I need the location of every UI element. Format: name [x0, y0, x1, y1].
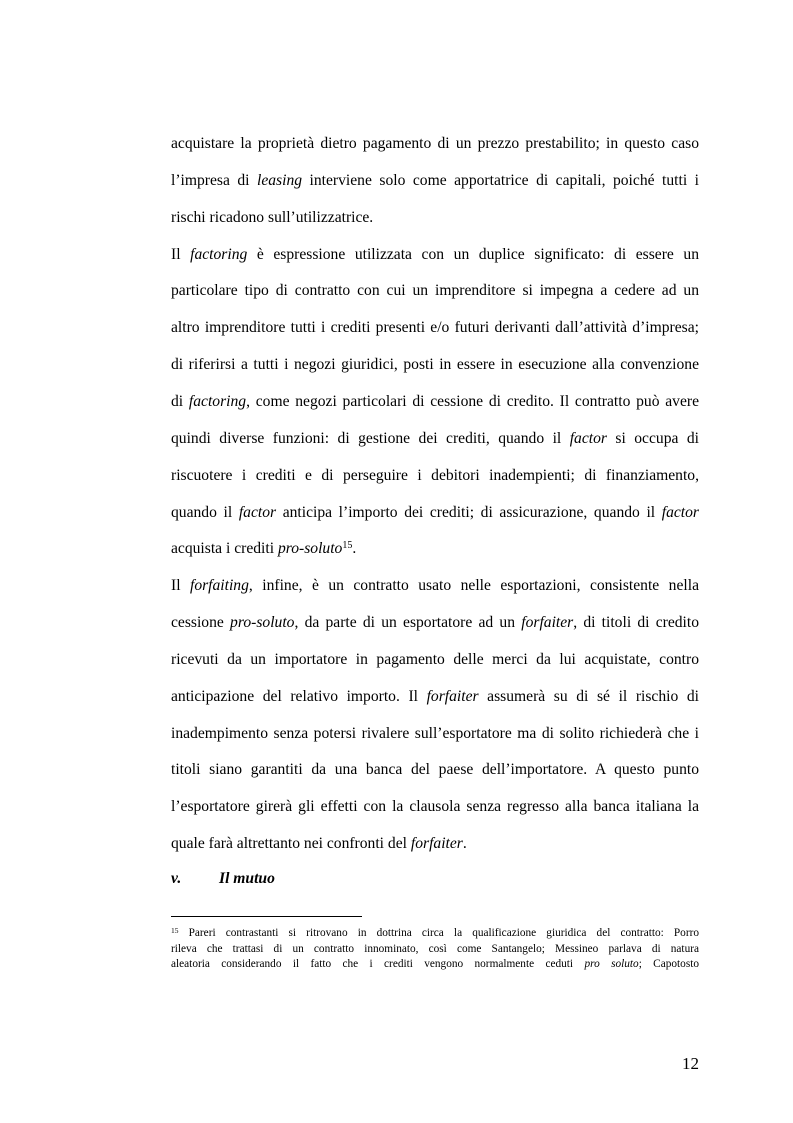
- text-run: , di titoli di credito: [573, 614, 699, 632]
- footnote-line: [171, 942, 699, 956]
- body-line: [171, 208, 699, 228]
- text-run: riscuotere i crediti e di perseguire i debitori inadempienti; di finanziamento,: [171, 466, 699, 484]
- text-run: ricevuti da un importatore in pagamento delle merci da lui acquistate, contro: [171, 650, 699, 668]
- text-run: Il: [171, 245, 191, 263]
- text-run: acquista i crediti: [171, 540, 278, 558]
- body-line: [171, 355, 699, 375]
- section-number: v.: [171, 870, 182, 887]
- italic-term: factor: [661, 503, 699, 521]
- footnote-line: [171, 957, 699, 971]
- body-line: [171, 466, 699, 486]
- text-run: anticipazione del relativo importo. Il: [171, 687, 427, 705]
- body-line: [171, 760, 699, 780]
- body-line: [171, 687, 699, 707]
- text-run: , come negozi particolari di cessione di credito. Il contratto può avere: [246, 392, 700, 410]
- text-run: acquistare la proprietà dietro pagamento di un prezzo prestabilito; in questo caso: [171, 135, 699, 152]
- footnote-line: [171, 926, 699, 940]
- italic-term: forfaiter: [410, 835, 463, 853]
- text-run: è espressione utilizzata con un duplice significato: di essere un: [247, 245, 699, 263]
- text-run: di: [171, 392, 189, 410]
- footnote-separator: [171, 916, 362, 917]
- body-line: [171, 281, 699, 301]
- body-line: [171, 245, 699, 265]
- text-run: interviene solo come apportatrice di capitali, poiché tutti i: [302, 171, 699, 189]
- text-run: ; Capotosto: [638, 958, 699, 970]
- body-line: [171, 797, 699, 817]
- italic-term: factor: [569, 429, 607, 447]
- italic-term: leasing: [257, 171, 303, 189]
- body-line: [171, 429, 699, 449]
- text-run: cessione: [171, 614, 231, 632]
- body-line: [171, 650, 699, 670]
- italic-term: forfaiter: [426, 687, 479, 705]
- italic-term: factoring: [188, 392, 247, 410]
- text-run: quando il: [171, 503, 239, 521]
- text-run: quale farà altrettanto nei confronti del: [171, 835, 411, 853]
- text-run: .: [462, 835, 467, 853]
- text-run: rileva che trattasi di un contratto innominato, così come Santangelo; Messineo parlava di natura: [171, 942, 699, 955]
- text-run: quindi diverse funzioni: di gestione dei crediti, quando il: [171, 429, 570, 447]
- body-line: [171, 503, 699, 523]
- body-line: [171, 724, 699, 744]
- text-run: rischi ricadono sull’utilizzatrice.: [171, 208, 374, 226]
- body-line: [171, 318, 699, 338]
- text-run: .: [352, 540, 357, 558]
- text-run: l’esportatore girerà gli effetti con la clausola senza regresso alla banca italiana la: [171, 798, 699, 816]
- footnote-marker: 15: [171, 926, 179, 935]
- italic-term: pro soluto: [584, 958, 639, 970]
- text-run: assumerà su di sé il rischio di: [478, 687, 699, 705]
- italic-term: factor: [238, 503, 277, 521]
- text-run: l’impresa di: [171, 171, 257, 189]
- text-run: , infine, è un contratto usato nelle esportazioni, consistente nella: [248, 577, 699, 595]
- italic-term: forfaiting: [189, 577, 249, 595]
- text-run: si occupa di: [606, 429, 699, 447]
- italic-term: pro-soluto: [230, 614, 295, 632]
- text-run: anticipa l’importo dei crediti; di assicurazione, quando il: [276, 503, 662, 521]
- body-line: [171, 576, 699, 596]
- text-run: inadempimento senza potersi rivalere sull’esportatore ma di solito richiederà che i: [171, 724, 699, 742]
- text-run: di riferirsi a tutti i negozi giuridici, posti in essere in esecuzione alla convenzione: [171, 356, 699, 374]
- body-line: [171, 834, 699, 854]
- footnote-marker: 15: [342, 540, 353, 552]
- page-number: 12: [682, 1054, 699, 1073]
- text-run: Pareri contrastanti si ritrovano in dottrina circa la qualificazione giuridica del contratto: Porro: [178, 927, 699, 939]
- body-line: [171, 392, 699, 412]
- text-run: particolare tipo di contratto con cui un imprenditore si impegna a cedere ad un: [171, 282, 699, 300]
- body-line: [171, 539, 699, 559]
- text-run: Il: [171, 577, 190, 595]
- section-title: Il mutuo: [219, 870, 275, 887]
- body-line: [171, 134, 699, 154]
- italic-term: factoring: [190, 245, 248, 263]
- text-run: , da parte di un esportatore ad un: [294, 614, 522, 632]
- italic-term: forfaiter: [521, 614, 574, 632]
- body-line: [171, 171, 699, 191]
- text-run: titoli siano garantiti da una banca del paese dell’importatore. A questo punto: [171, 761, 699, 779]
- text-run: altro imprenditore tutti i crediti presenti e/o futuri derivanti dall’attività d’impresa;: [171, 319, 699, 337]
- text-run: aleatoria considerando il fatto che i crediti vengono normalmente ceduti: [171, 958, 585, 970]
- body-line: [171, 613, 699, 633]
- italic-term: pro-soluto: [277, 540, 343, 558]
